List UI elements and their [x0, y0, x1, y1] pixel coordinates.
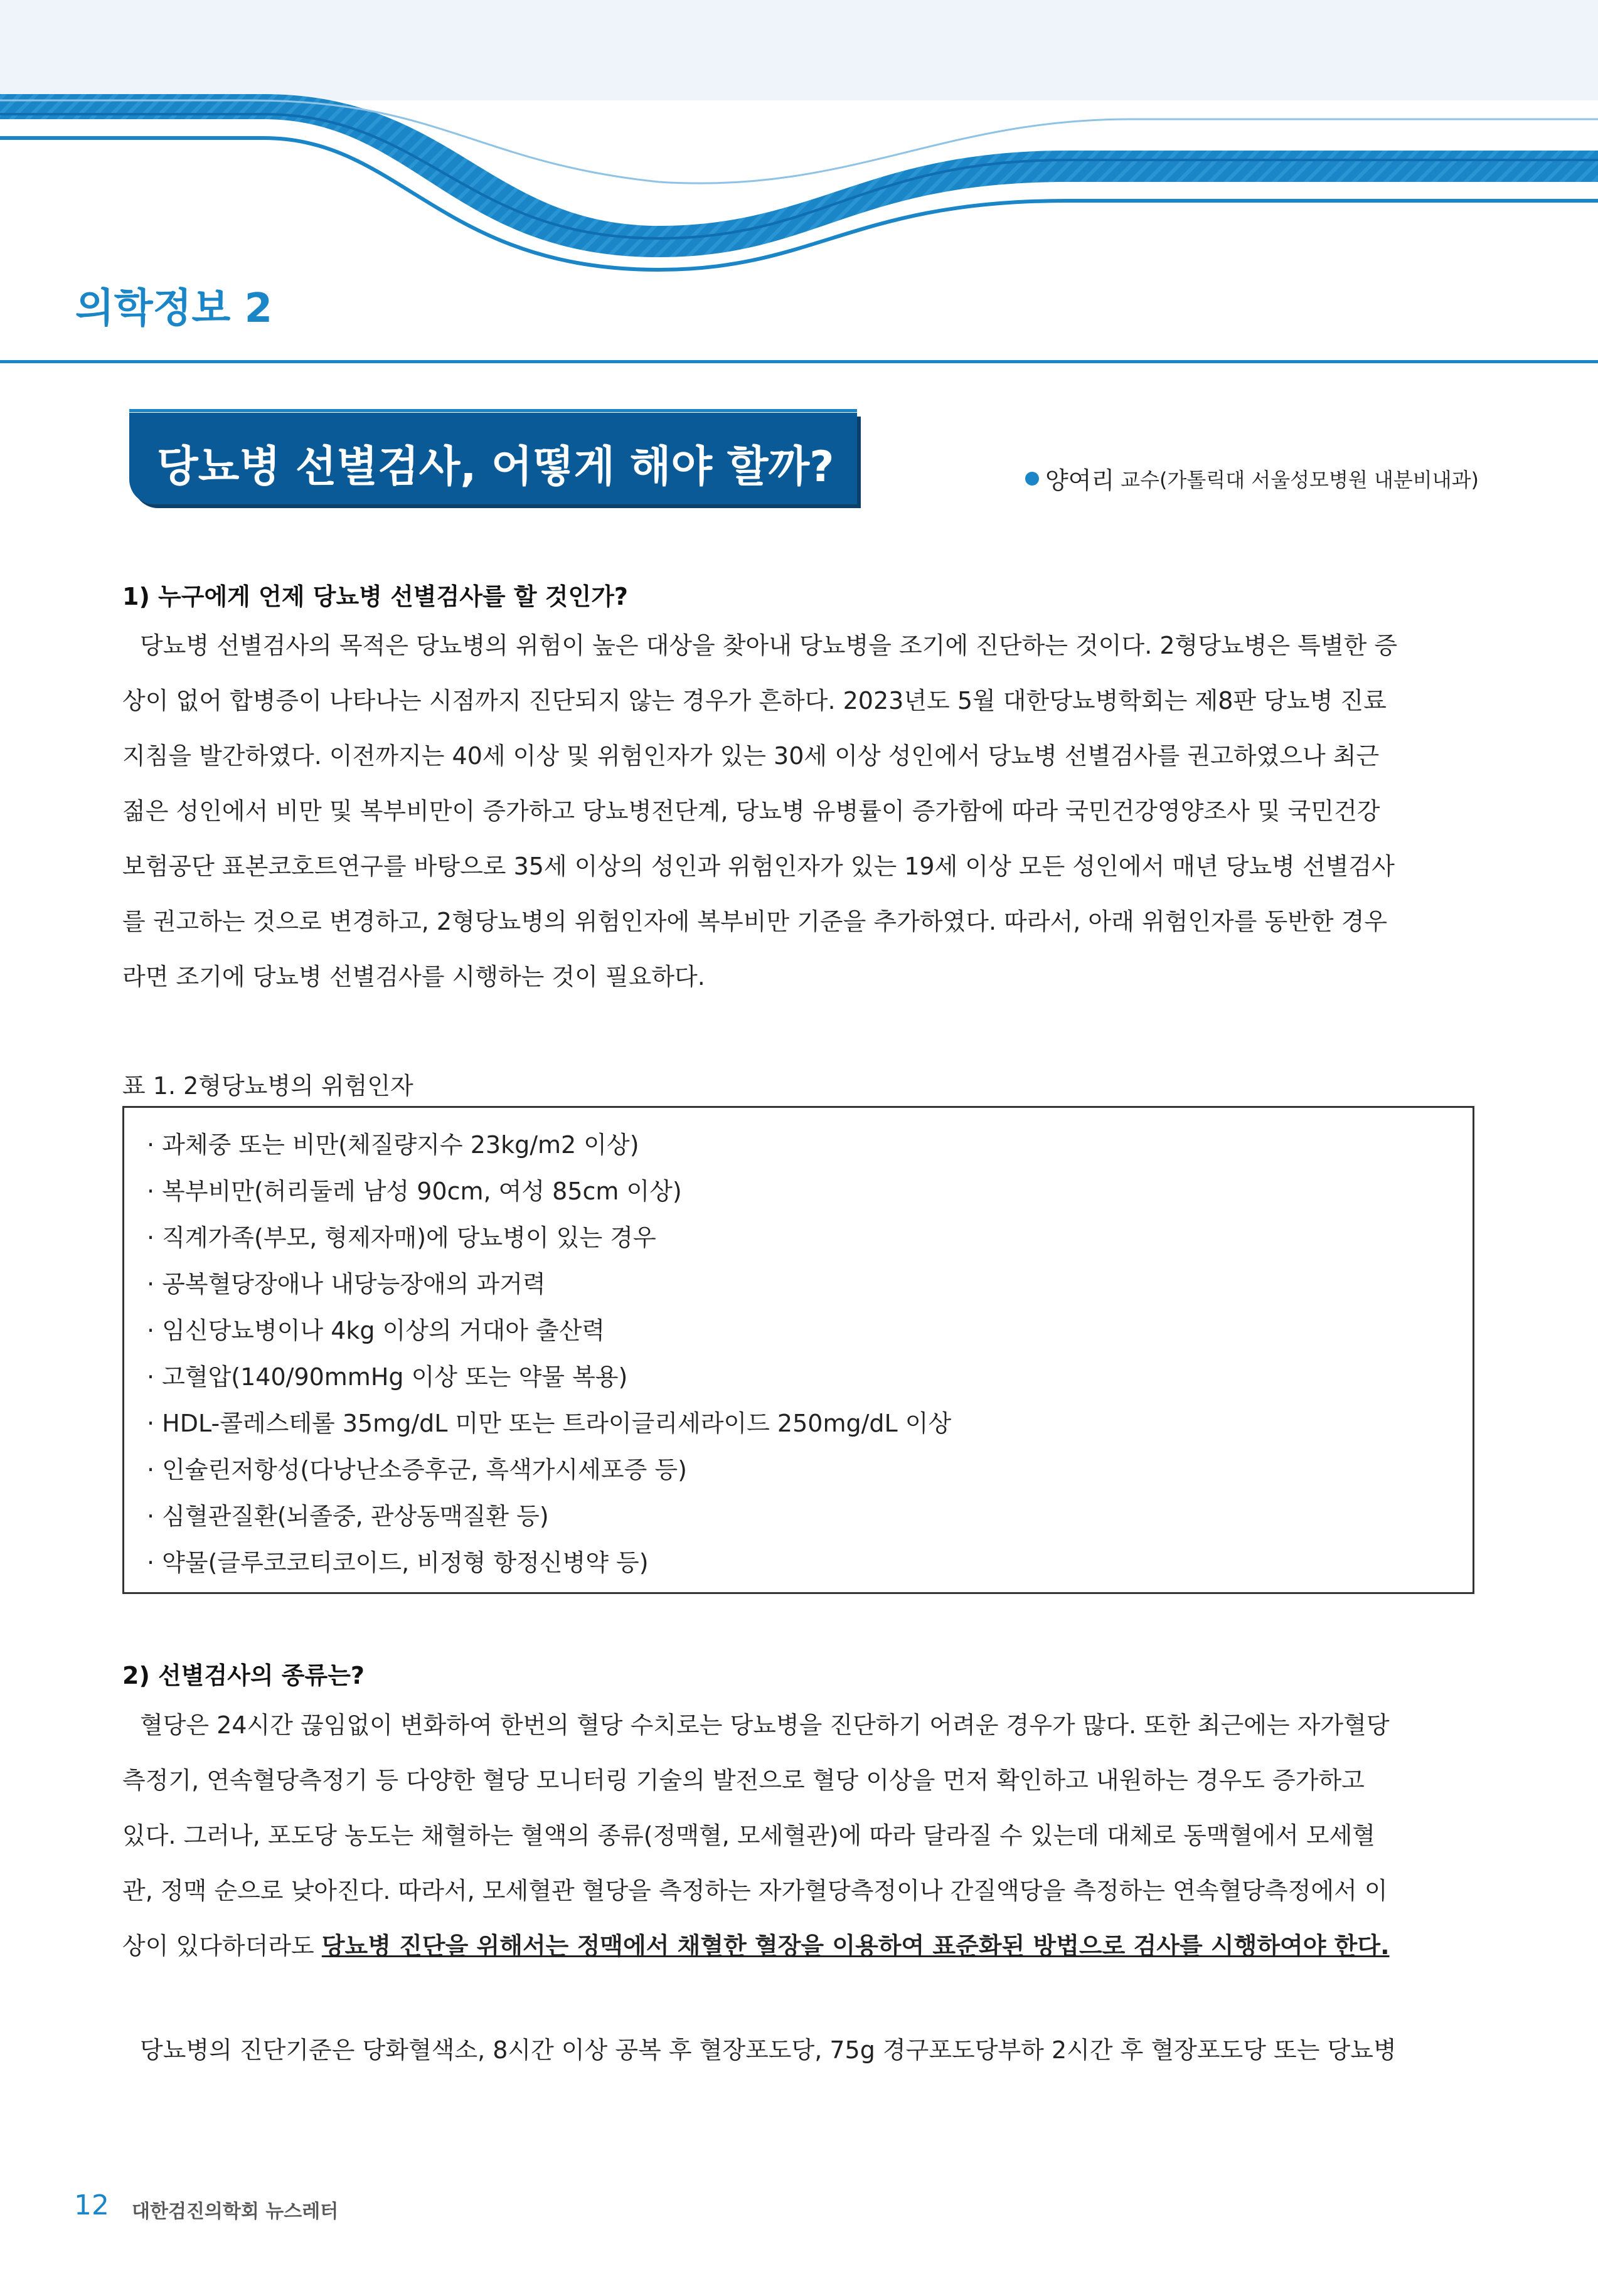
section-label: 의학정보 2	[75, 285, 273, 332]
paragraph-line	[122, 1918, 1478, 1974]
list-item: · 약물(글루코코티코이드, 비정형 항정신병약 등)	[147, 1549, 649, 1576]
section3-paragraph-line: 당뇨병의 진단기준은 당화혈색소, 8시간 이상 공복 후 혈장포도당, 75g 경구포도당부하 2시간 후 혈장포도당 또는 당뇨병	[140, 2036, 1397, 2064]
list-item: · 고혈압(140/90mmHg 이상 또는 약물 복용)	[147, 1363, 628, 1391]
section2-heading: 2) 선별검사의 종류는?	[122, 1662, 365, 1689]
paragraph-line: 보험공단 표본코호트연구를 바탕으로 35세 이상의 성인과 위험인자가 있는 19세 이상 모든 성인에서 매년 당뇨병 선별검사	[122, 853, 1395, 880]
list-item: · 복부비만(허리둘레 남성 90cm, 여성 85cm 이상)	[147, 1177, 682, 1205]
paragraph-line: 있다. 그러나, 포도당 농도는 채혈하는 혈액의 종류(정맥혈, 모세혈관)에 따라 달라질 수 있는데 대체로 동맥혈에서 모세혈	[122, 1822, 1375, 1849]
paragraph-line: 젊은 성인에서 비만 및 복부비만이 증가하고 당뇨병전단계, 당뇨병 유병률이 증가함에 따라 국민건강영양조사 및 국민건강	[122, 797, 1380, 825]
list-item: · 임신당뇨병이나 4kg 이상의 거대아 출산력	[147, 1317, 605, 1344]
author-affiliation: 교수(가톨릭대 서울성모병원 내분비내과)	[1121, 467, 1479, 492]
list-item: · 직계가족(부모, 형제자매)에 당뇨병이 있는 경우	[147, 1224, 656, 1252]
author-name: 양여리	[1045, 467, 1115, 494]
header-wave-banner	[0, 0, 1598, 276]
list-item: · HDL-콜레스테롤 35mg/dL 미만 또는 트라이글리세라이드 250mg/dL 이상	[147, 1410, 952, 1437]
paragraph-text: 상이 있다하더라도	[122, 1932, 322, 1960]
list-item: · 심혈관질환(뇌졸중, 관상동맥질환 등)	[147, 1502, 549, 1530]
title-accent-line	[129, 409, 857, 412]
list-item: · 공복혈당장애나 내당능장애의 과거력	[147, 1270, 546, 1298]
paragraph-line: 상이 없어 합병증이 나타나는 시점까지 진단되지 않는 경우가 흔하다. 2023년도 5월 대한당뇨병학회는 제8판 당뇨병 진료	[122, 687, 1387, 715]
paragraph-line: 라면 조기에 당뇨병 선별검사를 시행하는 것이 필요하다.	[122, 963, 705, 991]
risk-factor-table	[122, 1106, 1474, 1594]
publication-name: 대한검진의학회 뉴스레터	[132, 2201, 339, 2223]
author-byline	[1025, 461, 1479, 496]
list-item: · 인슐린저항성(다낭난소증후군, 흑색가시세포증 등)	[147, 1456, 687, 1484]
article-title: 당뇨병 선별검사, 어떻게 해야 할까?	[157, 442, 834, 492]
paragraph-line: 를 권고하는 것으로 변경하고, 2형당뇨병의 위험인자에 복부비만 기준을 추가하였다. 따라서, 아래 위험인자를 동반한 경우	[122, 908, 1388, 935]
paragraph-line: 측정기, 연속혈당측정기 등 다양한 혈당 모니터링 기술의 발전으로 혈당 이상을 먼저 확인하고 내원하는 경우도 증가하고	[122, 1767, 1365, 1794]
section-divider	[0, 360, 1598, 363]
emphasis-text: 당뇨병 진단을 위해서는 정맥에서 채혈한 혈장을 이용하여 표준화된 방법으로 검사를 시행하여야 한다.	[321, 1932, 1390, 1960]
page-number: 12	[74, 2189, 109, 2221]
paragraph-line: 관, 정맥 순으로 낮아진다. 따라서, 모세혈관 혈당을 측정하는 자가혈당측정이나 간질액당을 측정하는 연속혈당측정에서 이	[122, 1877, 1388, 1905]
table-caption: 표 1. 2형당뇨병의 위험인자	[122, 1072, 413, 1100]
bullet-dot-icon	[1025, 472, 1039, 486]
paragraph-line: 당뇨병 선별검사의 목적은 당뇨병의 위험이 높은 대상을 찾아내 당뇨병을 조기에 진단하는 것이다. 2형당뇨병은 특별한 증	[140, 632, 1398, 659]
paragraph-line: 지침을 발간하였다. 이전까지는 40세 이상 및 위험인자가 있는 30세 이상 성인에서 당뇨병 선별검사를 권고하였으나 최근	[122, 742, 1380, 770]
section1-heading: 1) 누구에게 언제 당뇨병 선별검사를 할 것인가?	[122, 583, 628, 610]
list-item: · 과체중 또는 비만(체질량지수 23kg/m2 이상)	[147, 1131, 639, 1159]
paragraph-line: 혈당은 24시간 끊임없이 변화하여 한번의 혈당 수치로는 당뇨병을 진단하기 어려운 경우가 많다. 또한 최근에는 자가혈당	[140, 1711, 1390, 1739]
